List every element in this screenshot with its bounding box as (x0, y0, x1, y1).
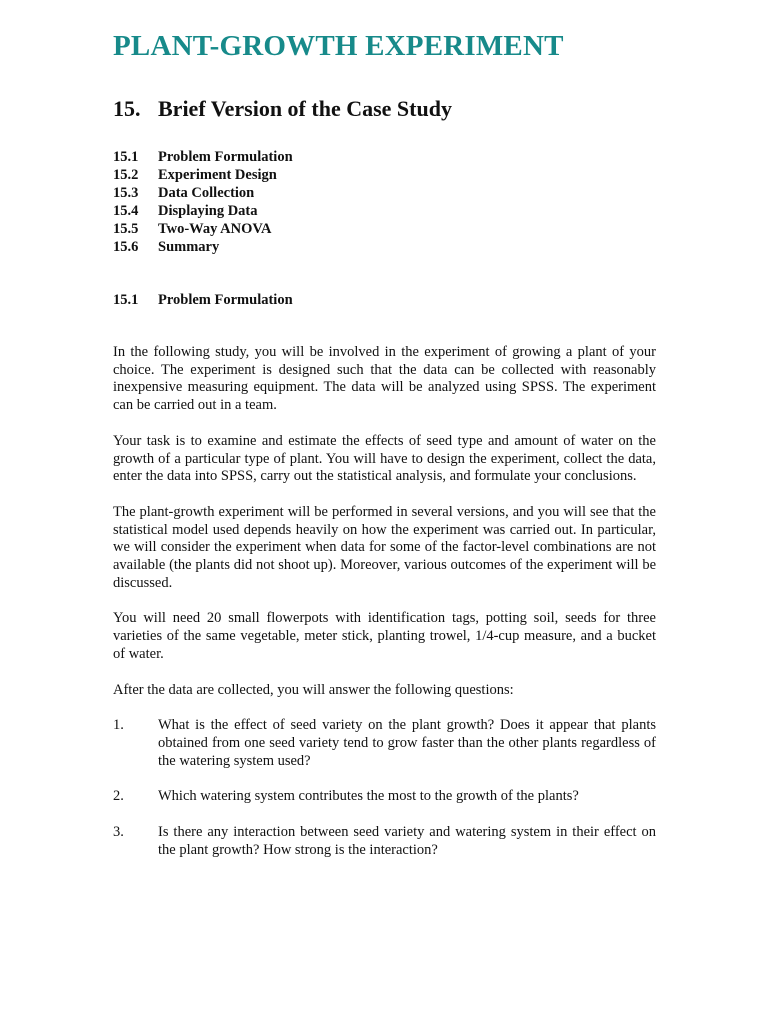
paragraph: After the data are collected, you will answer the following questions: (113, 681, 514, 698)
toc-label: Problem Formulation (158, 149, 293, 165)
paragraph: Your task is to examine and estimate the effects of seed type and amount of water on the growth of a particular type of plant. You will have to design the experiment, collect the data, enter the data into SPSS, carry out the statistical analysis, and formulate your conclusions. (113, 432, 656, 485)
toc-item (113, 220, 673, 238)
document-title: PLANT-GROWTH EXPERIMENT (113, 30, 564, 62)
table-of-contents (113, 148, 673, 256)
toc-item (113, 148, 673, 166)
toc-item (113, 202, 673, 220)
toc-number: 15.3 (113, 185, 139, 201)
question-number: 1. (113, 717, 124, 734)
question-text: What is the effect of seed variety on the plant growth? Does it appear that plants obtained from one seed variety tend to grow faster than the other plants regardless of the watering system used? (158, 717, 656, 769)
question-item (113, 788, 656, 806)
toc-number: 15.4 (113, 203, 139, 219)
section-heading (113, 291, 293, 309)
toc-number: 15.6 (113, 239, 139, 255)
paragraph: You will need 20 small flowerpots with identification tags, potting soil, seeds for three varieties of the same vegetable, meter stick, planting trowel, 1/4-cup measure, and a bucket of water. (113, 610, 656, 662)
toc-label: Displaying Data (158, 203, 258, 219)
toc-item (113, 238, 673, 256)
toc-item (113, 184, 673, 202)
toc-item (113, 166, 673, 184)
question-number: 3. (113, 824, 124, 841)
chapter-title: Brief Version of the Case Study (158, 96, 452, 121)
section-title: Problem Formulation (158, 292, 293, 308)
question-text: Which watering system contributes the most to the growth of the plants? (158, 788, 579, 805)
toc-number: 15.5 (113, 221, 139, 237)
question-number: 2. (113, 788, 124, 805)
chapter-heading (113, 94, 452, 124)
toc-label: Data Collection (158, 185, 255, 201)
toc-label: Two-Way ANOVA (158, 221, 272, 237)
question-text: Is there any interaction between seed variety and watering system in their effect on the plant growth? How strong is the interaction? (158, 824, 656, 858)
paragraph: In the following study, you will be involved in the experiment of growing a plant of your choice. The experiment is designed such that the data can be collected with reasonably inexpensive measuring equipment. The data will be analyzed using SPSS. The experiment can be carried out in a team. (113, 344, 656, 414)
toc-label: Summary (158, 239, 220, 255)
toc-number: 15.2 (113, 167, 139, 183)
section-number: 15.1 (113, 292, 139, 308)
toc-number: 15.1 (113, 149, 139, 165)
question-item (113, 824, 656, 859)
section-body (113, 344, 656, 877)
chapter-number: 15. (113, 96, 141, 121)
question-item (113, 717, 656, 770)
paragraph: The plant-growth experiment will be performed in several versions, and you will see that the statistical model used depends heavily on how the experiment was carried out. In particular, we will consider the experiment when data for some of the factor-level combinations are not available (the plants did not shoot up). Moreover, various outcomes of the experiment will be discussed. (113, 503, 656, 591)
toc-label: Experiment Design (158, 167, 277, 183)
